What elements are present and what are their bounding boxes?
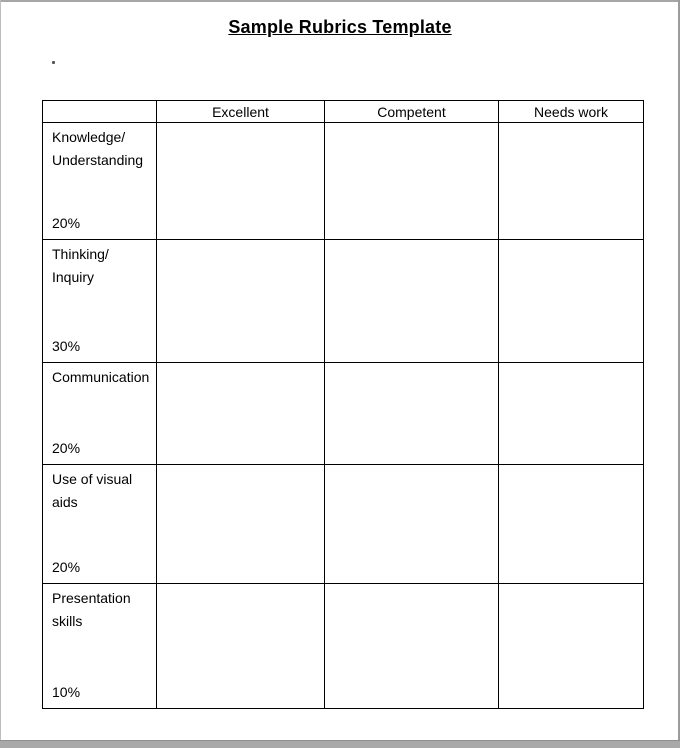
row-label-line: Use of visual [52,471,133,487]
row-weight: 20% [52,559,81,575]
header-cell-excellent: Excellent [157,101,325,123]
row-label-line: Communication [52,369,150,385]
row-weight: 30% [52,338,81,354]
row-label-line: Knowledge/ [52,129,126,145]
table-row-thinking [43,240,644,363]
row-label [52,243,152,289]
needs-work-cell[interactable] [499,584,644,709]
row-label-line: Inquiry [52,269,95,285]
row-label-line: skills [52,613,83,629]
needs-work-cell[interactable] [499,123,644,240]
row-label-line: Presentation [52,590,131,606]
row-weight: 10% [52,684,81,700]
competent-cell[interactable] [325,465,499,584]
row-label-line: Thinking/ [52,246,109,262]
stray-period-mark [52,61,55,64]
needs-work-cell[interactable] [499,240,644,363]
needs-work-cell[interactable] [499,363,644,465]
competent-cell[interactable] [325,584,499,709]
table-row-presentation [43,584,644,709]
page-title: Sample Rubrics Template [228,17,452,37]
row-label-box [43,240,156,362]
excellent-cell[interactable] [157,363,325,465]
row-label-box [43,584,156,708]
row-label-cell [43,465,157,584]
table-row-communication [43,363,644,465]
row-label-cell [43,363,157,465]
page-left-border [0,0,1,748]
row-weight: 20% [52,440,81,456]
excellent-cell[interactable] [157,465,325,584]
rubric-table [42,100,644,709]
header-cell-criteria [43,101,157,123]
row-label [52,366,152,389]
competent-cell[interactable] [325,363,499,465]
excellent-cell[interactable] [157,240,325,363]
table-header-row [43,101,644,123]
row-label [52,126,152,172]
page-top-border [0,0,680,2]
row-label-box [43,465,156,583]
row-weight: 20% [52,215,81,231]
table-row-knowledge [43,123,644,240]
row-label [52,587,152,633]
row-label [52,468,152,514]
header-cell-needs-work: Needs work [499,101,644,123]
row-label-box [43,363,156,464]
table-row-visual-aids [43,465,644,584]
excellent-cell[interactable] [157,584,325,709]
row-label-line: aids [52,494,78,510]
excellent-cell[interactable] [157,123,325,240]
row-label-box [43,123,156,239]
needs-work-cell[interactable] [499,465,644,584]
row-label-cell [43,584,157,709]
page-bottom-border [0,740,680,748]
row-label-cell [43,123,157,240]
competent-cell[interactable] [325,240,499,363]
row-label-line: Understanding [52,152,144,168]
row-label-cell [43,240,157,363]
competent-cell[interactable] [325,123,499,240]
header-cell-competent: Competent [325,101,499,123]
